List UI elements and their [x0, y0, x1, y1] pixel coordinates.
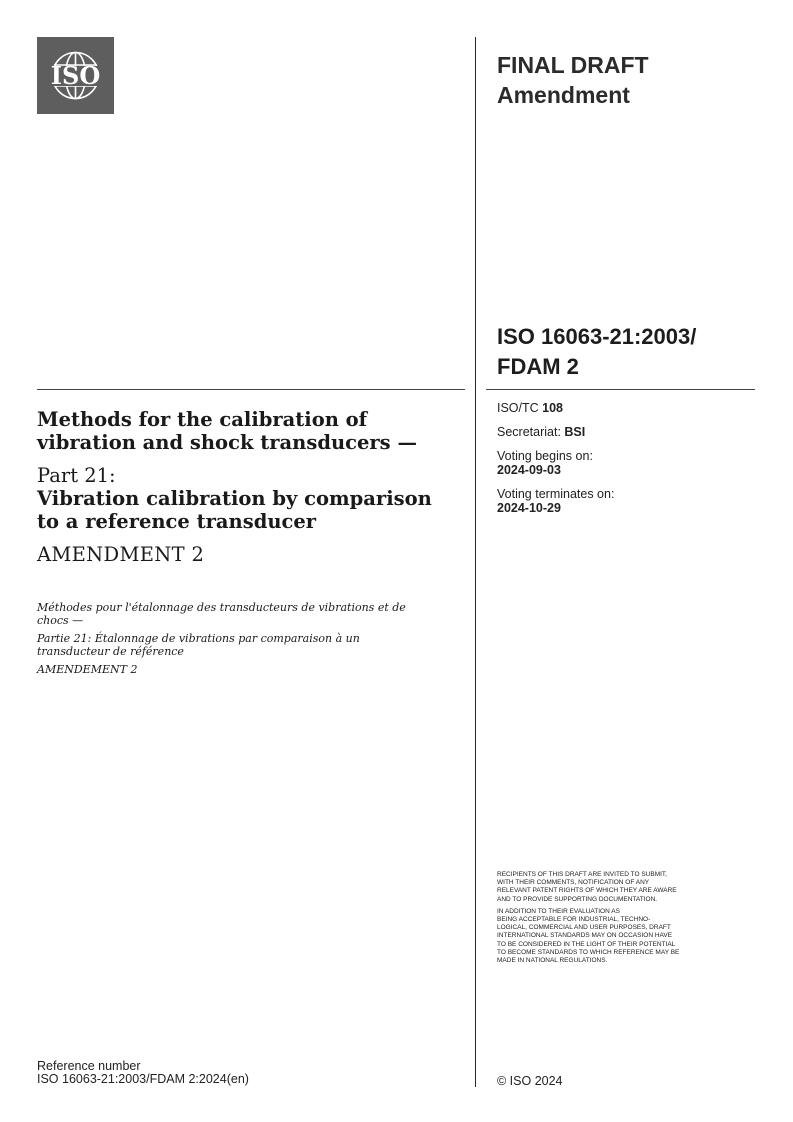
- secretariat: [497, 425, 614, 439]
- voting-begins: [497, 449, 614, 477]
- draft-type-line1: FINAL DRAFT: [497, 52, 649, 78]
- notice-line: INTERNATIONAL STANDARDS MAY ON OCCASION HAVE: [497, 932, 673, 940]
- french-main-line1: Méthodes pour l'étalonnage des transducteurs de vibrations et de: [37, 601, 406, 614]
- tc-value: 108: [542, 401, 564, 415]
- secretariat-value: BSI: [564, 425, 586, 439]
- notice-line: RELEVANT PATENT RIGHTS OF WHICH THEY ARE AWARE: [497, 887, 677, 895]
- french-main-line2: chocs —: [37, 614, 84, 627]
- notice-line: BEING ACCEPTABLE FOR INDUSTRIAL, TECHNO-: [497, 916, 651, 924]
- french-part-title: [37, 632, 452, 658]
- voting-ends-date: 2024-10-29: [497, 501, 561, 515]
- french-part-line1: Partie 21: Étalonnage de vibrations par comparaison à un: [37, 632, 360, 645]
- copyright-notice: © ISO 2024: [497, 1074, 563, 1088]
- notice-line: LOGICAL, COMMERCIAL AND USER PURPOSES, DRAFT: [497, 924, 671, 932]
- notice-line: MADE IN NATIONAL REGULATIONS.: [497, 957, 608, 965]
- notice-line: WITH THEIR COMMENTS, NOTIFICATION OF ANY: [497, 879, 650, 887]
- reference-label: Reference number: [37, 1059, 141, 1073]
- reference-value: ISO 16063-21:2003/FDAM 2:2024(en): [37, 1072, 249, 1086]
- draft-type-line2: Amendment: [497, 82, 630, 108]
- notice-line: TO BECOME STANDARDS TO WHICH REFERENCE MAY BE: [497, 948, 680, 956]
- voting-ends-label: Voting terminates on:: [497, 487, 615, 501]
- part-title: [37, 487, 457, 533]
- draft-type-heading: [497, 50, 649, 110]
- doc-id-line2: FDAM 2: [497, 354, 579, 379]
- notice-line: RECIPIENTS OF THIS DRAFT ARE INVITED TO SUBMIT,: [497, 871, 667, 878]
- french-title: [37, 601, 452, 681]
- french-main-title: [37, 601, 452, 627]
- main-title-line2: vibration and shock transducers —: [37, 431, 417, 454]
- french-part-line2: transducteur de référence: [37, 645, 184, 658]
- french-amendment: AMENDEMENT 2: [37, 663, 138, 676]
- notice-line: AND TO PROVIDE SUPPORTING DOCUMENTATION.: [497, 895, 658, 903]
- part-title-line2: to a reference transducer: [37, 510, 317, 533]
- voting-begins-label: Voting begins on:: [497, 449, 593, 463]
- main-title-line1: Methods for the calibration of: [37, 408, 368, 431]
- tc-label: ISO/TC: [497, 401, 539, 415]
- iso-logo: [37, 37, 114, 114]
- main-title: [37, 408, 457, 454]
- part-title-line1: Vibration calibration by comparison: [37, 487, 432, 510]
- voting-terminates: [497, 487, 614, 515]
- amendment-label: AMENDMENT 2: [37, 543, 205, 566]
- notice-paragraph-1: [497, 871, 755, 904]
- reference-number: [37, 1060, 249, 1086]
- part-label: Part 21:: [37, 464, 116, 487]
- document-identifier: [497, 322, 767, 382]
- title-rule: [37, 389, 465, 390]
- draft-notice: [497, 871, 755, 969]
- notice-line: TO BE CONSIDERED IN THE LIGHT OF THEIR POTENTIAL: [497, 940, 676, 948]
- voting-begins-date: 2024-09-03: [497, 463, 561, 477]
- technical-committee: [497, 401, 614, 415]
- vertical-divider: [475, 37, 476, 1087]
- english-title: [37, 408, 457, 566]
- notice-paragraph-2: [497, 908, 755, 965]
- iso-logo-text: ISO: [50, 61, 101, 90]
- metadata-block: [497, 401, 614, 525]
- meta-rule: [486, 389, 755, 390]
- doc-id-line1: ISO 16063-21:2003/: [497, 324, 697, 349]
- iso-globe-icon: [37, 37, 114, 114]
- notice-line: IN ADDITION TO THEIR EVALUATION AS: [497, 907, 620, 915]
- secretariat-label: Secretariat:: [497, 425, 561, 439]
